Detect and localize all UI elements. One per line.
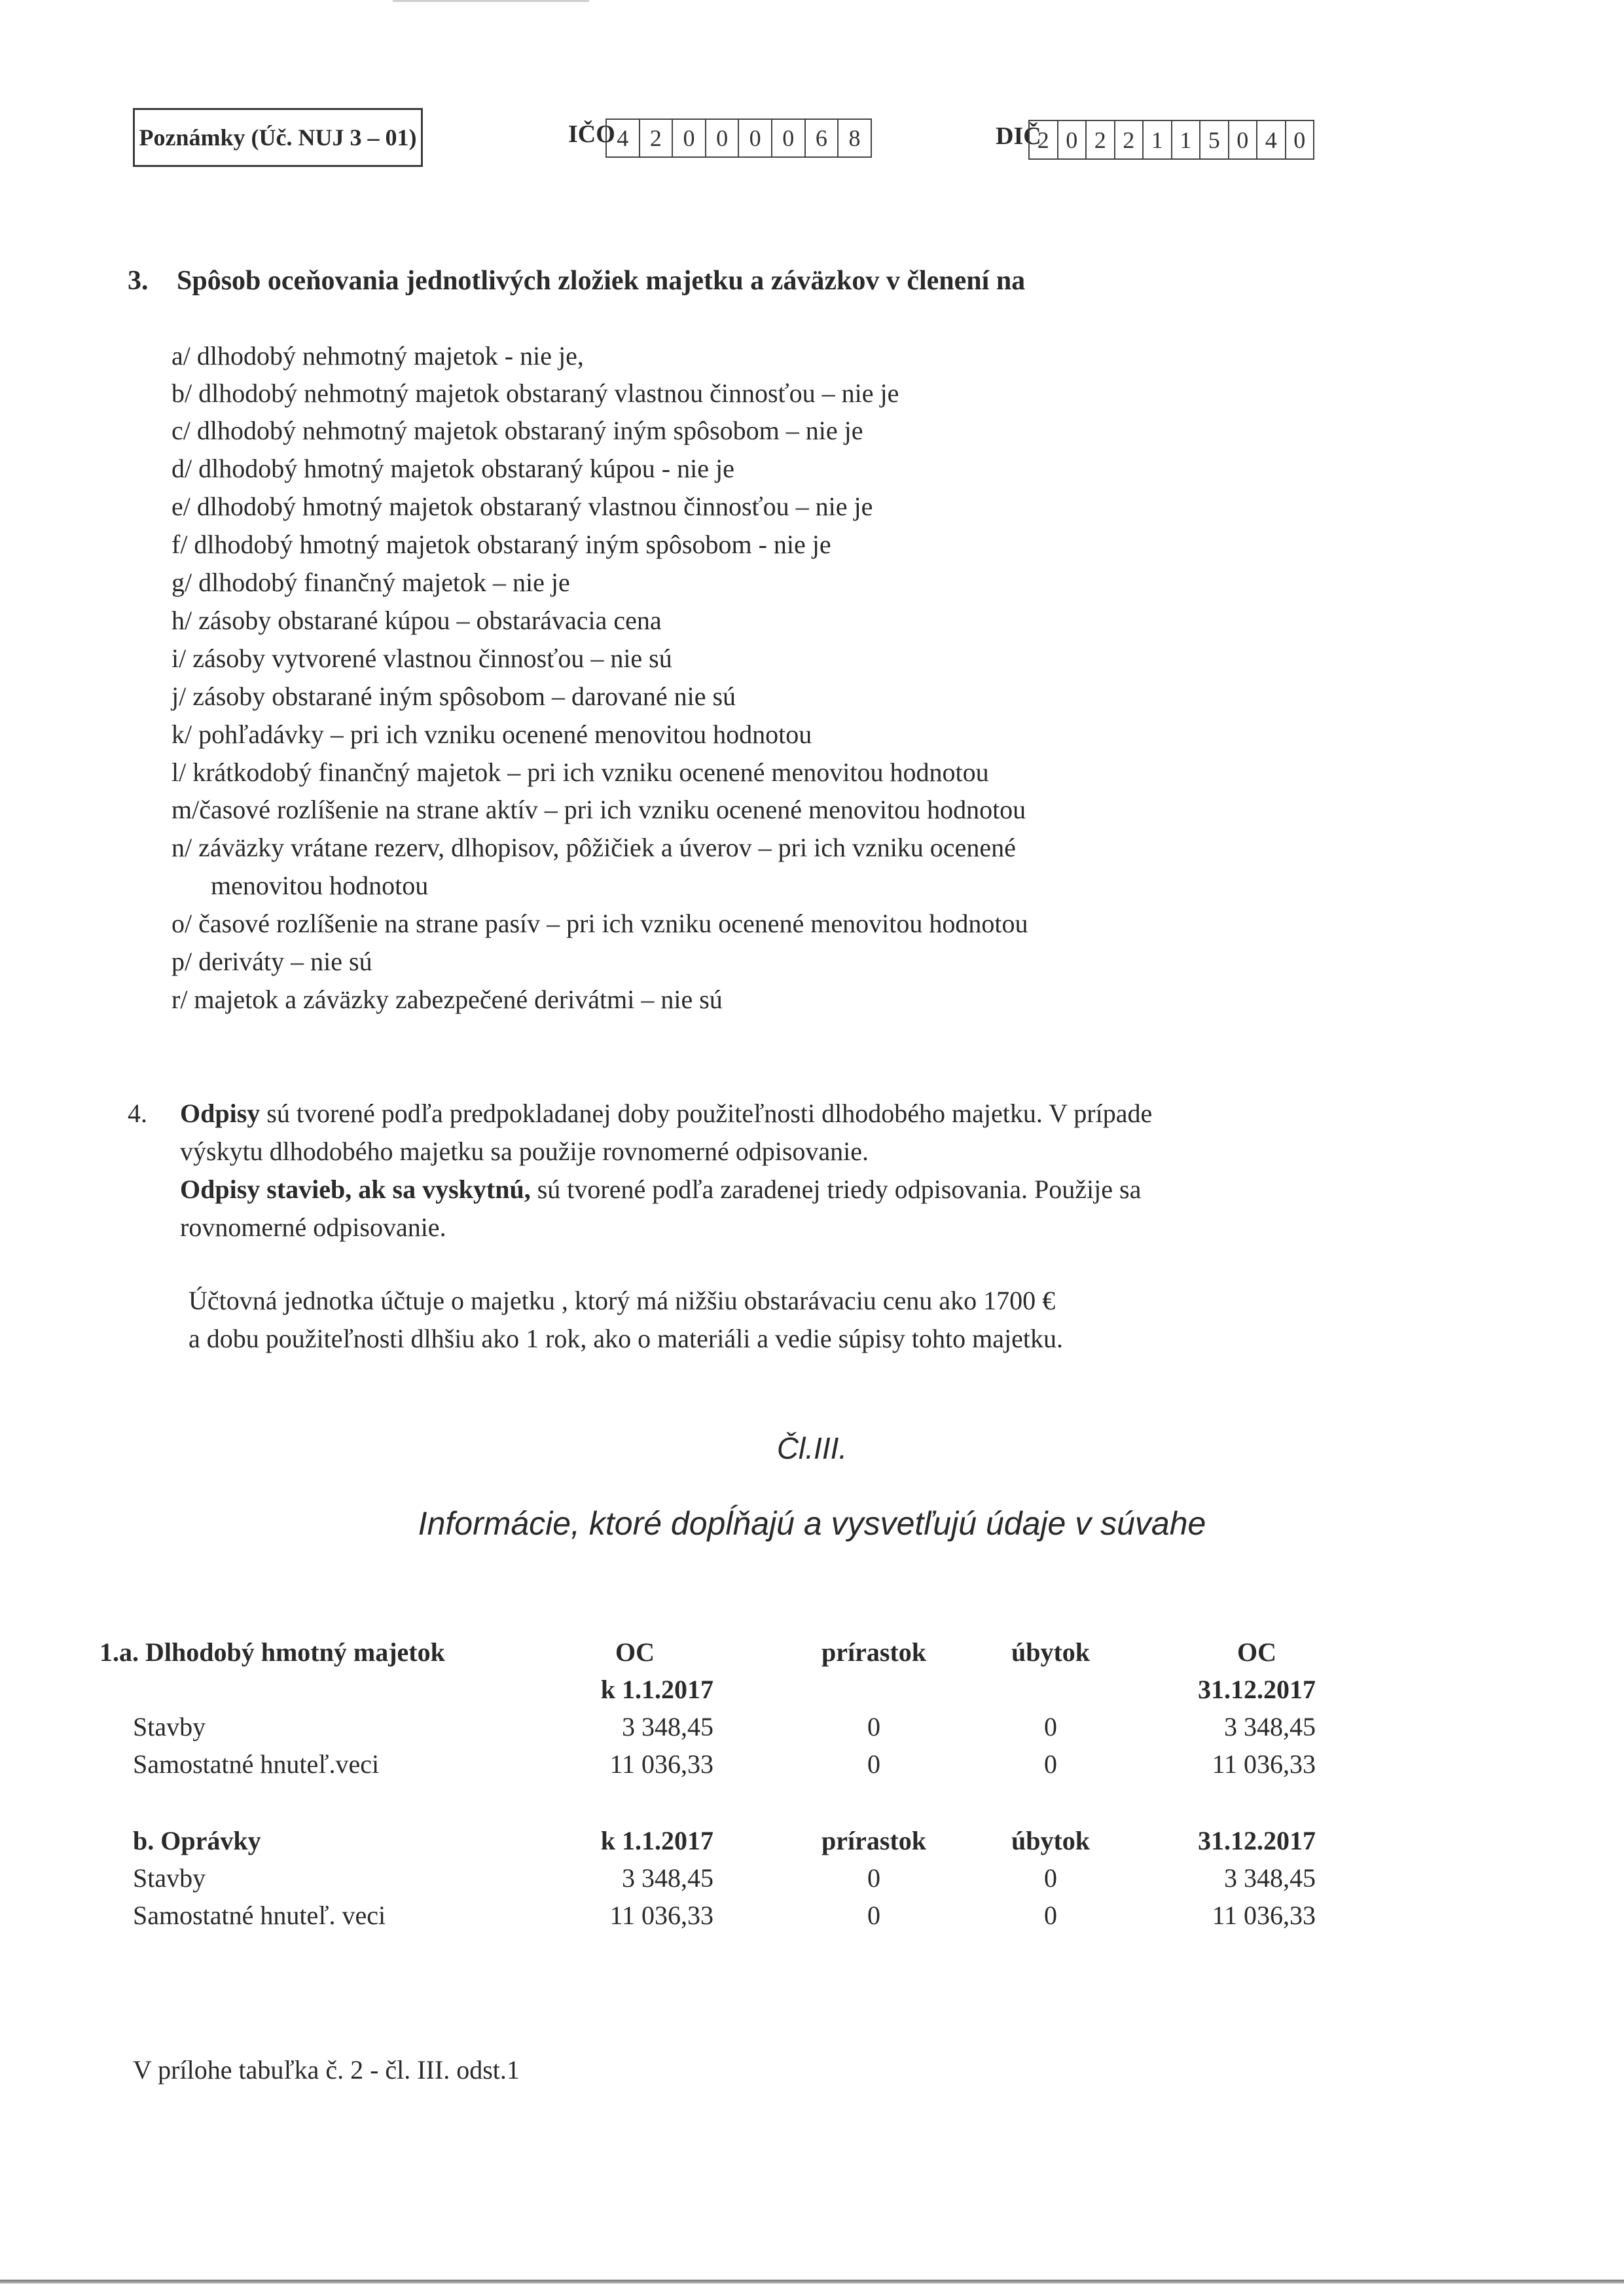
ico-digit: 8 <box>848 125 861 151</box>
list-item: l/ krátkodobý finančný majetok – pri ich vzniku ocenené menovitou hodnotou <box>171 757 989 787</box>
list-item: j/ zásoby obstarané iným spôsobom – darované nie sú <box>171 682 736 711</box>
section-4-paragraph-2-line-2: rovnomerné odpisovanie. <box>180 1212 446 1242</box>
table-b-header-increase: prírastok <box>821 1826 926 1855</box>
table-a-row-label: Stavby <box>133 1712 206 1741</box>
section-4-paragraph-1-line-2: výskytu dlhodobého majetku sa použije rovnomerné odpisovanie. <box>180 1137 869 1166</box>
dic-digit: 0 <box>1058 121 1087 158</box>
list-item: n/ záväzky vrátane rezerv, dlhopisov, pôžičiek a úverov – pri ich vzniku ocenené <box>171 833 1016 862</box>
list-item: e/ dlhodobý hmotný majetok obstaraný vlastnou činnosťou – nie je <box>171 492 873 521</box>
section-4-paragraph-3-line-2: a dobu použiteľnosti dlhšiu ako 1 rok, ako o materiáli a vedie súpisy tohto majetku. <box>189 1324 1063 1353</box>
scan-edge-top <box>393 0 589 2</box>
dic-digit: 0 <box>1293 126 1306 153</box>
article-subtitle: Informácie, ktoré dopĺňajú a vysvetľujú údaje v súvahe <box>418 1505 1206 1542</box>
footnote: V prílohe tabuľka č. 2 - čl. III. odst.1 <box>133 2055 520 2085</box>
list-item-continuation: menovitou hodnotou <box>211 871 429 900</box>
table-a-cell: 3 348,45 <box>1224 1712 1316 1741</box>
ico-digit: 6 <box>806 120 839 156</box>
section-4-paragraph-2 <box>180 1174 1141 1205</box>
ico-digit: 4 <box>607 120 640 156</box>
ico-label: IČO <box>568 120 615 148</box>
table-a-title: 1.a. Dlhodobý hmotný majetok <box>99 1637 445 1667</box>
section-4-paragraph-3-line-1: Účtovná jednotka účtuje o majetku , ktorý má nižšiu obstarávaciu cenu ako 1700 € <box>189 1286 1056 1315</box>
ico-digit: 0 <box>706 120 740 156</box>
list-item: h/ zásoby obstarané kúpou – obstarávacia cena <box>171 606 662 635</box>
odpisy-stavieb-bold: Odpisy stavieb, ak sa vyskytnú, <box>180 1175 531 1204</box>
odpisy-bold: Odpisy <box>180 1099 261 1128</box>
document-title-box <box>133 108 423 167</box>
list-item: p/ deriváty – nie sú <box>171 947 372 976</box>
section-4-number: 4. <box>128 1099 147 1128</box>
ico-digit: 0 <box>673 120 706 156</box>
table-a-cell: 0 <box>1044 1712 1057 1741</box>
dic-digit: 0 <box>1229 121 1258 158</box>
dic-digit: 2 <box>1087 121 1115 158</box>
section-3-number: 3. <box>128 266 149 296</box>
table-b-cell: 11 036,33 <box>1212 1901 1316 1930</box>
table-b-cell: 0 <box>867 1863 880 1893</box>
table-a-cell: 3 348,45 <box>622 1712 713 1741</box>
ico-field <box>605 118 872 158</box>
table-b-row-label: Stavby <box>133 1863 206 1893</box>
table-a-header-decrease: úbytok <box>1011 1637 1091 1667</box>
table-b-header-start-date: k 1.1.2017 <box>600 1826 713 1855</box>
table-b-cell: 3 348,45 <box>1224 1863 1316 1893</box>
table-b-cell: 11 036,33 <box>609 1901 713 1930</box>
paragraph-text: sú tvorené podľa zaradenej triedy odpisovania. Použije sa <box>530 1175 1142 1204</box>
dic-label: DIČ <box>996 122 1041 150</box>
list-item: b/ dlhodobý nehmotný majetok obstaraný vlastnou činnosťou – nie je <box>171 378 899 408</box>
table-a-cell: 0 <box>867 1749 880 1779</box>
dic-digit: 2 <box>1030 121 1058 158</box>
paragraph-text: sú tvorené podľa predpokladanej doby použiteľnosti dlhodobého majetku. V prípade <box>260 1099 1153 1128</box>
ico-digit: 2 <box>640 120 674 156</box>
table-a-header-oc-end: OC <box>1237 1637 1276 1667</box>
section-4-paragraph-1 <box>180 1098 1152 1129</box>
dic-digit: 1 <box>1172 121 1201 158</box>
table-a-subheader-end-date: 31.12.2017 <box>1198 1675 1316 1704</box>
article-heading: Čl.III. <box>776 1431 848 1465</box>
ico-digit: 0 <box>772 120 806 156</box>
table-b-cell: 0 <box>1044 1901 1057 1930</box>
dic-digit: 2 <box>1115 121 1144 158</box>
dic-field <box>1028 120 1314 160</box>
table-b-cell: 0 <box>867 1901 880 1930</box>
scan-edge-bottom <box>0 2280 1624 2284</box>
table-a-cell: 0 <box>867 1712 880 1741</box>
list-item: a/ dlhodobý nehmotný majetok - nie je, <box>171 341 584 371</box>
list-item: m/časové rozlíšenie na strane aktív – pri ich vzniku ocenené menovitou hodnotou <box>171 795 1026 824</box>
table-a-row-label: Samostatné hnuteľ.veci <box>133 1749 380 1779</box>
table-a-header-increase: prírastok <box>821 1637 926 1667</box>
table-b-cell: 3 348,45 <box>622 1863 713 1893</box>
list-item: i/ zásoby vytvorené vlastnou činnosťou – nie sú <box>171 644 672 673</box>
table-b-header-decrease: úbytok <box>1011 1826 1091 1855</box>
table-b-title: b. Oprávky <box>133 1826 261 1855</box>
table-b-header-end-date: 31.12.2017 <box>1198 1826 1316 1855</box>
list-item: o/ časové rozlíšenie na strane pasív – pri ich vzniku ocenené menovitou hodnotou <box>171 909 1028 938</box>
table-b-cell: 0 <box>1044 1863 1057 1893</box>
table-b-row-label: Samostatné hnuteľ. veci <box>133 1901 386 1930</box>
list-item: f/ dlhodobý hmotný majetok obstaraný iným spôsobom - nie je <box>171 530 831 559</box>
document-title: Poznámky (Úč. NUJ 3 – 01) <box>139 124 417 151</box>
table-a-cell: 11 036,33 <box>1212 1749 1316 1779</box>
table-a-cell: 0 <box>1044 1749 1057 1779</box>
list-item: k/ pohľadávky – pri ich vzniku ocenené menovitou hodnotou <box>171 720 812 749</box>
table-a-header-oc-start: OC <box>615 1637 655 1667</box>
table-a-subheader-start-date: k 1.1.2017 <box>600 1675 713 1704</box>
dic-digit: 4 <box>1257 121 1286 158</box>
table-a-cell: 11 036,33 <box>609 1749 713 1779</box>
dic-digit: 5 <box>1200 121 1229 158</box>
list-item: d/ dlhodobý hmotný majetok obstaraný kúpou - nie je <box>171 454 734 483</box>
dic-digit: 1 <box>1144 121 1172 158</box>
list-item: c/ dlhodobý nehmotný majetok obstaraný iným spôsobom – nie je <box>171 416 863 445</box>
list-item: r/ majetok a záväzky zabezpečené derivátmi – nie sú <box>171 985 723 1014</box>
list-item: g/ dlhodobý finančný majetok – nie je <box>171 568 570 597</box>
ico-digit: 0 <box>739 120 772 156</box>
section-3-title: Spôsob oceňovania jednotlivých zložiek majetku a záväzkov v členení na <box>177 266 1026 296</box>
